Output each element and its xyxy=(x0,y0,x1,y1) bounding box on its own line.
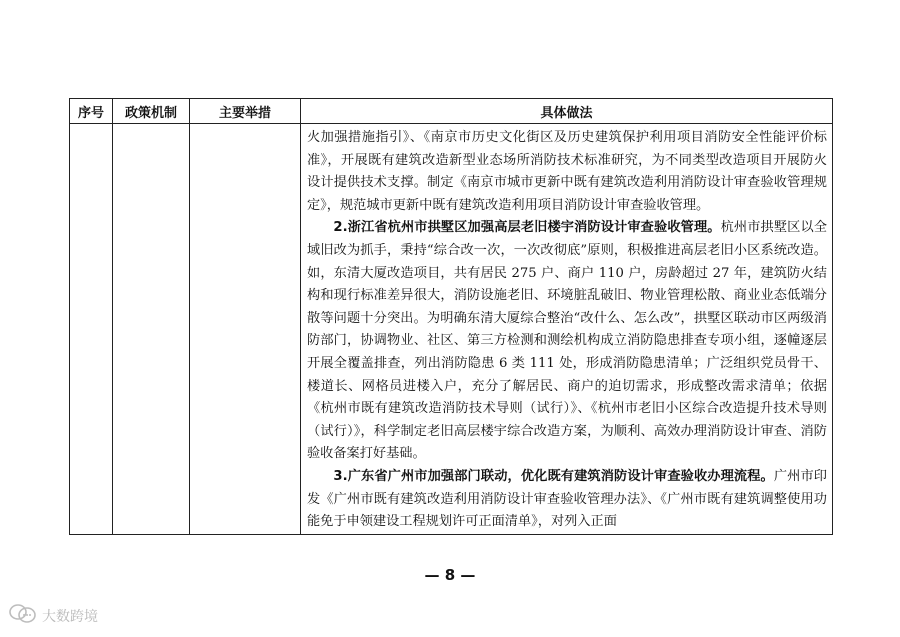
header-policy-mechanism: 政策机制 xyxy=(113,99,190,124)
paragraph-hangzhou xyxy=(307,217,827,466)
policy-table xyxy=(69,98,833,535)
cell-policy-mechanism xyxy=(113,124,190,535)
paragraph-heading: 2.浙江省杭州市拱墅区加强高层老旧楼宇消防设计审查验收管理。 xyxy=(333,220,721,236)
paragraph-guangzhou xyxy=(307,466,827,534)
header-main-measures: 主要举措 xyxy=(190,99,301,124)
cell-index xyxy=(70,124,113,535)
paragraph-text: 广州市印发《广州市既有建筑改造利用消防设计审查验收管理办法》、《广州市既有建筑调整使用功能免于申领建设工程规划许可正面清单》，对列入正面 xyxy=(307,468,827,530)
paragraph-heading: 3.广东省广州市加强部门联动，优化既有建筑消防设计审查验收办理流程。 xyxy=(333,468,774,484)
paragraph-text: 杭州市拱墅区以全域旧改为抓手，秉持“综合改一次，一次改彻底”原则，积极推进高层老旧小区系统改造。如，东清大厦改造项目，共有居民 275 户、商户 110 户，房龄超过 27 年，建筑防火结构和现行标准差异很大，消防设施老旧、环境脏乱破旧、物业管理松散、商业业态低端分散等问题十分突出。为明确东清大厦综合整治“改什么、怎么改”，拱墅区联动市区两级消防部门，协调物业、社区、第三方检测和测绘机构成立消防隐患排查专项小组，逐幢逐层开展全覆盖排查，列出消防隐患 6 类 111 处，形成消防隐患清单；广泛组织党员骨干、楼道长、网格员进楼入户，充分了解居民、商户的迫切需求，形成整改需求清单；依据《杭州市既有建筑改造消防技术导则（试行）》、《杭州市老旧小区综合改造提升技术导则（试行）》，科学制定老旧高层楼宇综合改造方案，为顺利、高效办理消防设计审查、消防验收备案打好基础。 xyxy=(307,220,828,462)
practices-content xyxy=(301,124,832,534)
table-row xyxy=(70,124,833,535)
cell-specific-practices xyxy=(301,124,833,535)
page-number: — 8 — xyxy=(424,566,476,584)
header-index: 序号 xyxy=(70,99,113,124)
watermark-text: 大数跨境 xyxy=(42,609,98,625)
paragraph-continued xyxy=(307,127,827,217)
paragraph-text: 火加强措施指引》、《南京市历史文化街区及历史建筑保护利用项目消防安全性能评价标准》，开展既有建筑改造新型业态场所消防技术标准研究，为不同类型改造项目开展防火设计提供技术支撑。制定《南京市城市更新中既有建筑改造利用消防设计审查验收管理规定》，规范城市更新中既有建筑改造利用项目消防设计审查验收管理。 xyxy=(307,130,827,213)
chat-bubble-icon xyxy=(8,603,38,629)
table-header-row xyxy=(70,99,833,124)
cell-main-measures xyxy=(190,124,301,535)
header-specific-practices: 具体做法 xyxy=(301,99,833,124)
watermark xyxy=(8,603,98,629)
